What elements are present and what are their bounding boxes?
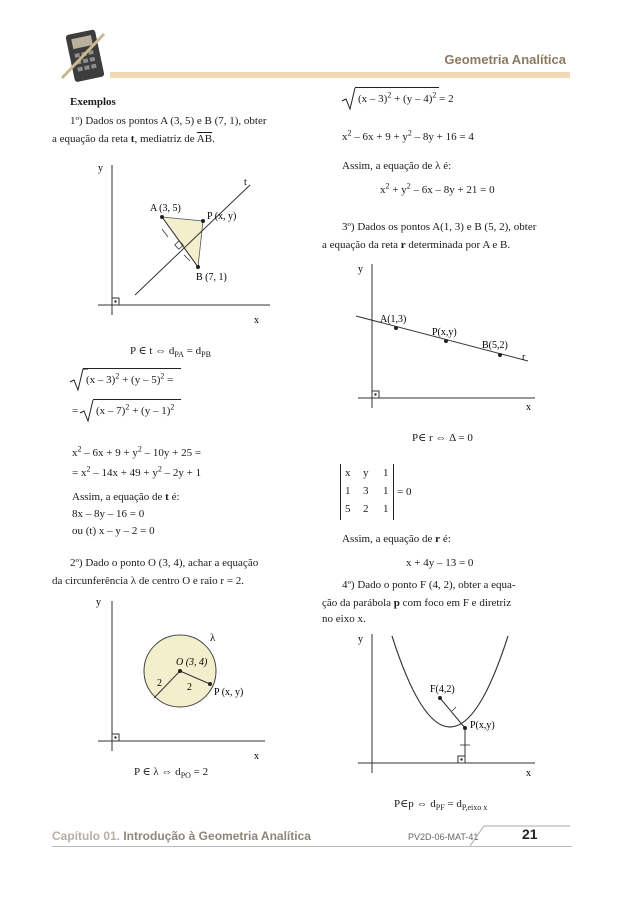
footer-code: PV2D-06-MAT-41 — [408, 832, 479, 842]
equation-1: (x – 3)$^2$ + (y – 5)$^2$ = — [86, 371, 174, 386]
fig3-a-label: A(1,3) — [380, 314, 407, 325]
example-2-line-2: da circunferência λ de centro O e raio r = 2. — [52, 575, 245, 587]
point-b — [196, 265, 200, 269]
point-o — [178, 669, 182, 673]
fig4-p-label: P(x,y) — [470, 720, 495, 731]
example-3-line-1: 3º) Dados os pontos A(1, 3) e B (5, 2), obter — [342, 221, 537, 233]
point-a — [160, 215, 164, 219]
sqrt-symbol-1 — [68, 368, 88, 392]
fig3-b-label: B(5,2) — [482, 340, 508, 351]
fig1-p-label: P (x, y) — [207, 211, 237, 222]
relation-lambda: P ∈ λ ⇔ $d_{PO} = 2$ — [134, 766, 209, 781]
page-tab-shape — [470, 824, 570, 846]
example-1-line-1: 1º) Dados os pontos A (3, 5) e B (7, 1), obter — [70, 115, 267, 127]
line-t — [135, 185, 250, 295]
fig2-y-label: y — [96, 597, 101, 608]
equation-2-prefix: = — [72, 405, 79, 417]
parabola-p — [392, 636, 508, 727]
example-2-line-1: 2º) Dado o ponto O (3, 4), achar a equação — [70, 557, 259, 569]
point-p — [444, 339, 448, 343]
equation-4: = $x^2 - 14x + 49 + y^2 - 2y + 1$ — [72, 464, 202, 479]
header-title: Geometria Analítica — [444, 52, 566, 67]
fig4-x-label: x — [526, 768, 531, 779]
fig3-r-label: r — [522, 352, 526, 363]
point-p — [201, 219, 205, 223]
example-4-line-3: no eixo x. — [322, 613, 366, 625]
example-4-line-2: ção da parábola p com foco em F e diretriz — [322, 597, 512, 609]
fig4-y-label: y — [358, 634, 363, 645]
segment-pf — [440, 698, 465, 728]
assim-t: Assim, a equação de t é: — [72, 491, 180, 503]
relation-r: P∈ r ⇔ Δ = 0 — [412, 432, 473, 444]
point-p — [208, 682, 212, 686]
fig3-x-label: x — [526, 402, 531, 413]
point-f — [438, 696, 442, 700]
fig1-b-label: B (7, 1) — [196, 272, 227, 283]
fig1-t-label: t — [244, 177, 247, 188]
relation-t: P ∈ t ⇔ $d_{PA} = d_{PB}$ — [130, 345, 211, 360]
fig2-lambda-label: λ — [210, 632, 216, 644]
footer-divider — [52, 846, 572, 847]
figure-line-r — [350, 258, 550, 418]
fig2-x-label: x — [254, 751, 259, 762]
point-b — [498, 353, 502, 357]
point-p — [463, 726, 467, 730]
fig2-o-label: O (3, 4) — [176, 657, 208, 668]
equation-5: 8x – 8y – 16 = 0 — [72, 508, 145, 520]
example-3-line-2: a equação da reta r determinada por A e B. — [322, 239, 511, 251]
assim-r: Assim, a equação de r é: — [342, 533, 451, 545]
fig3-p-label: P(x,y) — [432, 327, 457, 338]
sqrt-symbol-2 — [78, 399, 98, 423]
equation-2: (x – 7)$^2$ + (y – 1)$^2$ — [96, 402, 175, 417]
sqrt-symbol-3 — [340, 87, 360, 111]
example-4-line-1: 4º) Dado o ponto F (4, 2), obter a equa- — [342, 579, 516, 591]
right-equation-1: (x – 3)$^2$ + (y – 4)$^2$ = 2 — [358, 90, 454, 105]
fig3-y-label: y — [358, 264, 363, 275]
fig1-a-label: A (3, 5) — [150, 203, 181, 214]
figure-perpendicular-bisector — [90, 155, 290, 330]
example-1-line-2: a equação da reta t, mediatriz de $\overline{AB}$. — [52, 133, 215, 145]
fig2-radius-label-2: 2 — [187, 682, 192, 693]
page-number: 21 — [522, 826, 538, 842]
right-equation-2: $x^2 - 6x + 9 + y^2 - 8y + 16 = 4$ — [342, 128, 474, 143]
fig2-radius-label-1: 2 — [157, 678, 162, 689]
footer-chapter: Capítulo 01. Introdução à Geometria Analítica — [52, 829, 311, 843]
triangle-apb — [162, 217, 203, 267]
header-accent-bar — [110, 72, 570, 78]
assim-lambda: Assim, a equação de λ é: — [342, 160, 452, 172]
calculator-drafting-tools-icon — [56, 28, 112, 84]
equation-3: $x^2 - 6x + 9 + y^2 - 10y + 25$ = — [72, 444, 202, 459]
figure-circle — [90, 593, 280, 763]
figure-parabola — [350, 628, 550, 783]
equation-6: ou (t) x – y – 2 = 0 — [72, 525, 155, 537]
fig1-y-label: y — [98, 163, 103, 174]
fig4-f-label: F(4,2) — [430, 684, 455, 695]
right-equation-4: x + 4y – 13 = 0 — [406, 557, 474, 569]
section-title: Exemplos — [70, 96, 116, 108]
fig2-p-label: P (x, y) — [214, 687, 244, 698]
point-a — [394, 326, 398, 330]
right-equation-3: $x^2 + y^2 - 6x - 8y + 21 = 0$ — [380, 181, 495, 196]
determinant-equals: = 0 — [397, 486, 412, 498]
determinant-matrix: x y 1 1 3 1 5 2 1 — [345, 467, 389, 515]
relation-p: P∈p ⇔ $d_{PF} = d_{P,eixo x}$ — [394, 798, 488, 813]
fig1-x-label: x — [254, 315, 259, 326]
